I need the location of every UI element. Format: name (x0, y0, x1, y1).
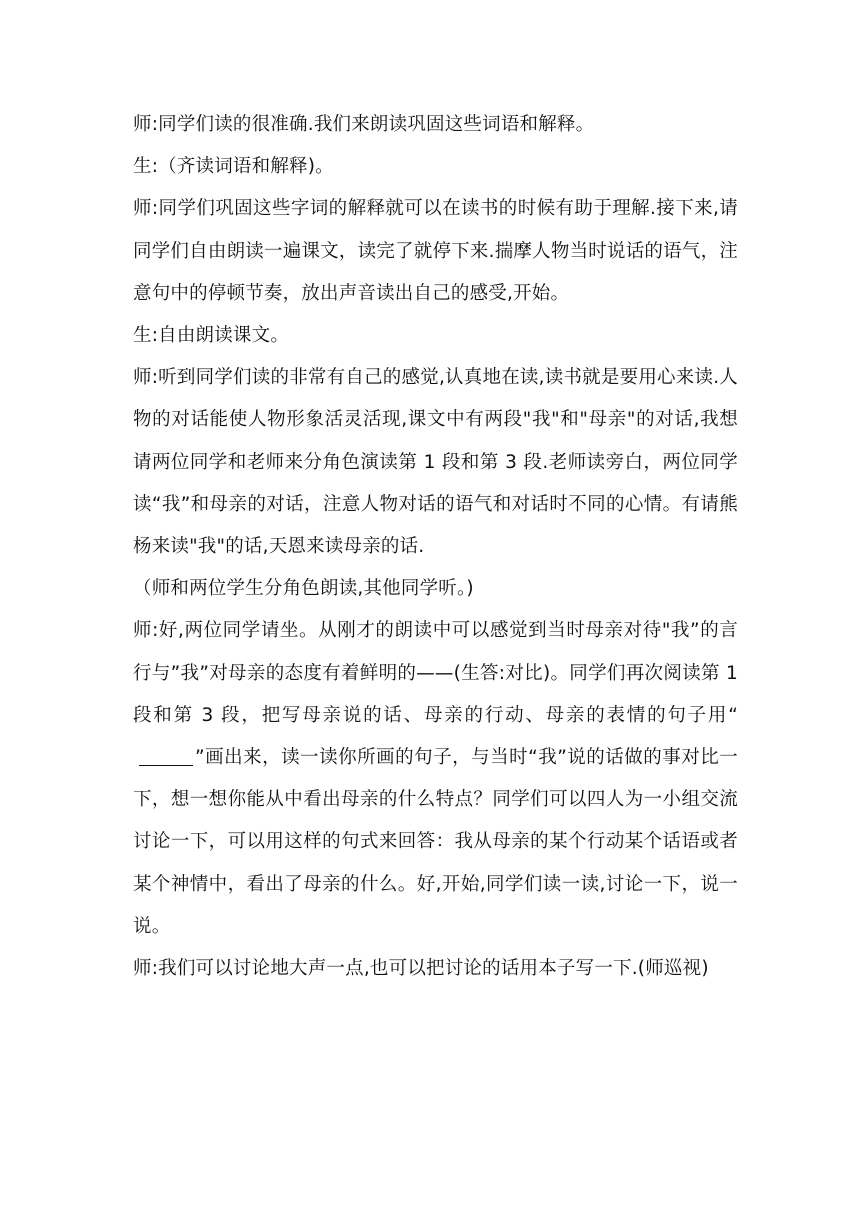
discussion-text-before-blank: 师:好,两位同学请坐。从刚才的朗读中可以感觉到当时母亲对待"我”的言行与”我”对母亲的态度有着鲜明的——(生答:对比)。同学们再次阅读第 1 段和第 3 段，把写母亲说的话、母亲的行动、母亲的表情的句子用“ (133, 620, 738, 726)
paragraph-students-read-words: 生:（齐读词语和解释)。 (133, 156, 334, 178)
paragraph-role-reading-note: （师和两位学生分角色朗读,其他同学听。) (133, 578, 474, 600)
paragraph-teacher-discussion (133, 610, 738, 948)
paragraph-students-free-reading: 生:自由朗读课文。 (133, 325, 290, 347)
paragraph-teacher-free-reading: 师:同学们巩固这些字词的解释就可以在读书的时候有助于理解.接下来,请同学们自由朗读一遍课文，读完了就停下来.揣摩人物当时说话的语气，注意句中的停顿节奏，放出声音读出自己的感受,开始。 (133, 198, 739, 304)
document-body (133, 104, 738, 990)
paragraph-teacher-consolidate: 师:同学们读的很准确.我们来朗读巩固这些词语和解释。 (133, 114, 595, 135)
discussion-text-after-blank: ”画出来，读一读你所画的句子，与当时“我”说的话做的事对比一下，想一想你能从中看出母亲的什么特点？同学们可以四人为一小组交流讨论一下，可以用这样的句式来回答：我从母亲的某个行动某个话语或者某个神情中，看出了母亲的什么。好,开始,同学们读一读,讨论一下，说一说。 (133, 747, 738, 937)
underline-blank (139, 745, 193, 766)
paragraph-teacher-write-notes: 师:我们可以讨论地大声一点,也可以把讨论的话用本子写一下.(师巡视) (133, 958, 709, 980)
paragraph-teacher-role-reading: 师:听到同学们读的非常有自己的感觉,认真地在读,读书就是要用心来读.人物的对话能使人物形象活灵活现,课文中有两段"我"和"母亲"的对话,我想请两位同学和老师来分角色演读第 1 段和第 3 段.老师读旁白，两位同学读“我”和母亲的对话，注意人物对话的语气和对话时不同的心情。有请熊杨来读"我"的话,天恩来读母亲的话. (133, 367, 738, 558)
